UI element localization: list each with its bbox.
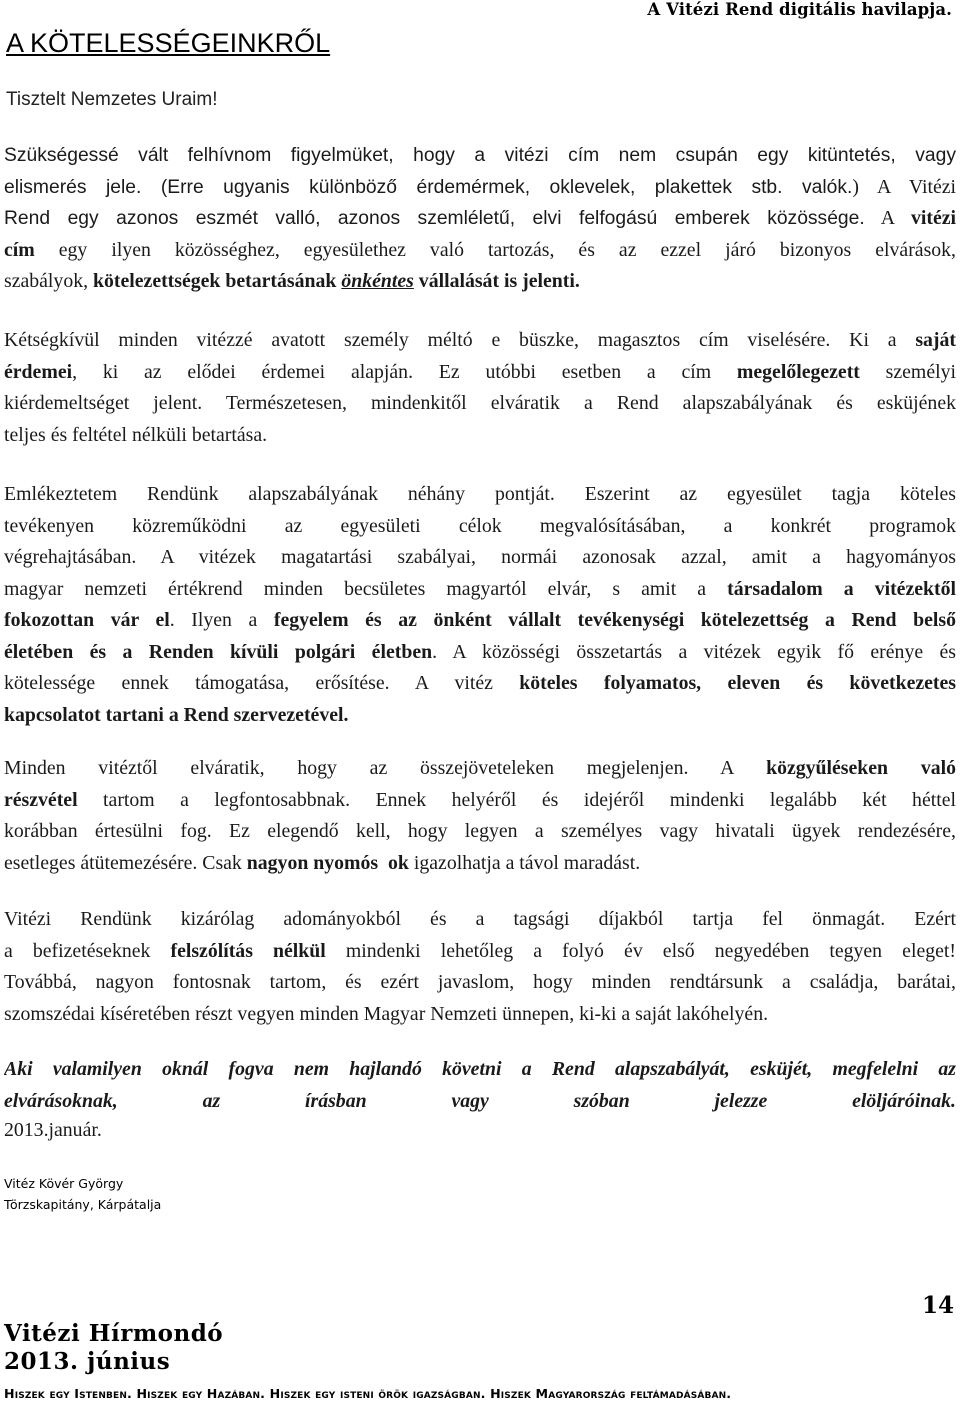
paragraph-3 xyxy=(4,479,956,731)
paragraph-2 xyxy=(4,325,956,451)
text-line: Minden vitéztől elváratik, hogy az összejöveteleken megjelenjen. A közgyűléseken való xyxy=(4,757,956,779)
closing-statement xyxy=(4,1054,956,1117)
signature-role: Törzskapitány, Kárpátalja xyxy=(4,1197,162,1212)
text-line: cím egy ilyen közösséghez, egyesülethez való tartozás, és az ezzel járó bizonyos elvárások, xyxy=(4,238,956,261)
salutation: Tisztelt Nemzetes Uraim! xyxy=(6,89,218,110)
text-line: magyar nemzeti értékrend minden becsületes magyartól elvár, s amit a társadalom a vitézektől xyxy=(4,577,956,600)
text-line: végrehajtásában. A vitézek magatartási szabályai, normái azonosak azzal, amit a hagyományos xyxy=(4,546,956,568)
text-line: korábban értesülni fog. Ez elegendő kell, hogy legyen a személyes vagy hivatali ügyek rendezésére, xyxy=(4,820,956,842)
page-number: 14 xyxy=(921,1292,954,1319)
text-line: elismerés jele. (Erre ugyanis különböző érdemérmek, oklevelek, plakettek stb. valók.) A Vitézi xyxy=(4,175,956,198)
text-line: szabályok, kötelezettségek betartásának önkéntes vállalását is jelenti. xyxy=(4,270,580,292)
text-line: részvétel tartom a legfontosabbnak. Ennek helyéről és idejéről mindenki legalább két héttel xyxy=(4,788,956,811)
text-line: életében és a Renden kívüli polgári életben. A közösségi összetartás a vitézek egyik fő erénye és xyxy=(4,640,956,663)
text-line: kötelessége ennek támogatása, erősítése. A vitéz köteles folyamatos, eleven és következetes xyxy=(4,672,956,694)
issue-date: 2013. június xyxy=(4,1348,171,1375)
footer-motto: Hiszek egy Istenben. Hiszek egy Hazában. Hiszek egy isteni örök igazságban. Hiszek Magyarország feltámadásában. xyxy=(4,1386,732,1401)
paragraph-4 xyxy=(4,753,956,879)
article-title: A KÖTELESSÉGEINKRŐL xyxy=(6,28,331,58)
paragraph-5 xyxy=(4,904,956,1030)
text-line: kiérdemeltséget jelent. Természetesen, mindenkitől elváratik a Rend alapszabályának és esküjének xyxy=(4,392,956,414)
text-line: szomszédai kíséretében részt vegyen minden Magyar Nemzeti ünnepen, ki-ki a saját lakóhelyén. xyxy=(4,1002,769,1025)
publication-tagline: A Vitézi Rend digitális havilapja. xyxy=(647,0,952,19)
text-line: tevékenyen közreműködni az egyesületi célok megvalósításában, a konkrét programok xyxy=(4,514,956,537)
text-line: Emlékeztetem Rendünk alapszabályának néhány pontját. Eszerint az egyesület tagja köteles xyxy=(4,483,956,505)
text-line: érdemei, ki az elődei érdemei alapján. Ez utóbbi esetben a cím megelőlegezett személyi xyxy=(4,360,956,383)
text-line: Aki valamilyen oknál fogva nem hajlandó követni a Rend alapszabályát, esküjét, megfelelni az xyxy=(4,1058,956,1080)
text-line: Kétségkívül minden vitézzé avatott személy méltó e büszke, magasztos cím viselésére. Ki a saját xyxy=(4,329,956,351)
document-date: 2013.január. xyxy=(4,1119,102,1141)
text-line: Továbbá, nagyon fontosnak tartom, és ezért javaslom, hogy minden rendtársunk a családja, barátai, xyxy=(4,971,956,993)
text-line: Rend egy azonos eszmét valló, azonos szemléletű, elvi felfogású emberek közössége. A vitézi xyxy=(4,207,956,229)
text-line: esetleges átütemezésére. Csak nagyon nyomós ok igazolhatja a távol maradást. xyxy=(4,851,641,874)
text-line: teljes és feltétel nélküli betartása. xyxy=(4,423,268,446)
text-line: Szükségessé vált felhívnom figyelmüket, hogy a vitézi cím nem csupán egy kitüntetés, vagy xyxy=(4,145,956,166)
text-line: a befizetéseknek felszólítás nélkül mindenki lehetőleg a folyó év első negyedében tegyen eleget! xyxy=(4,939,956,962)
emphasis-voluntary: önkéntes xyxy=(341,270,414,292)
text-line: elvárásoknak, az írásban vagy szóban jelezze elöljáróinak. xyxy=(4,1089,956,1112)
paragraph-1 xyxy=(4,140,956,298)
signature-name: Vitéz Kövér György xyxy=(4,1176,124,1191)
publication-name: Vitézi Hírmondó xyxy=(4,1320,224,1347)
text-line: Vitézi Rendünk kizárólag adományokból és a tagsági díjakból tartja fel önmagát. Ezért xyxy=(4,908,956,930)
text-line: fokozottan vár el. Ilyen a fegyelem és az önként vállalt tevékenységi kötelezettség a Rend belső xyxy=(4,609,956,631)
text-line: kapcsolatot tartani a Rend szervezetével. xyxy=(4,703,349,726)
